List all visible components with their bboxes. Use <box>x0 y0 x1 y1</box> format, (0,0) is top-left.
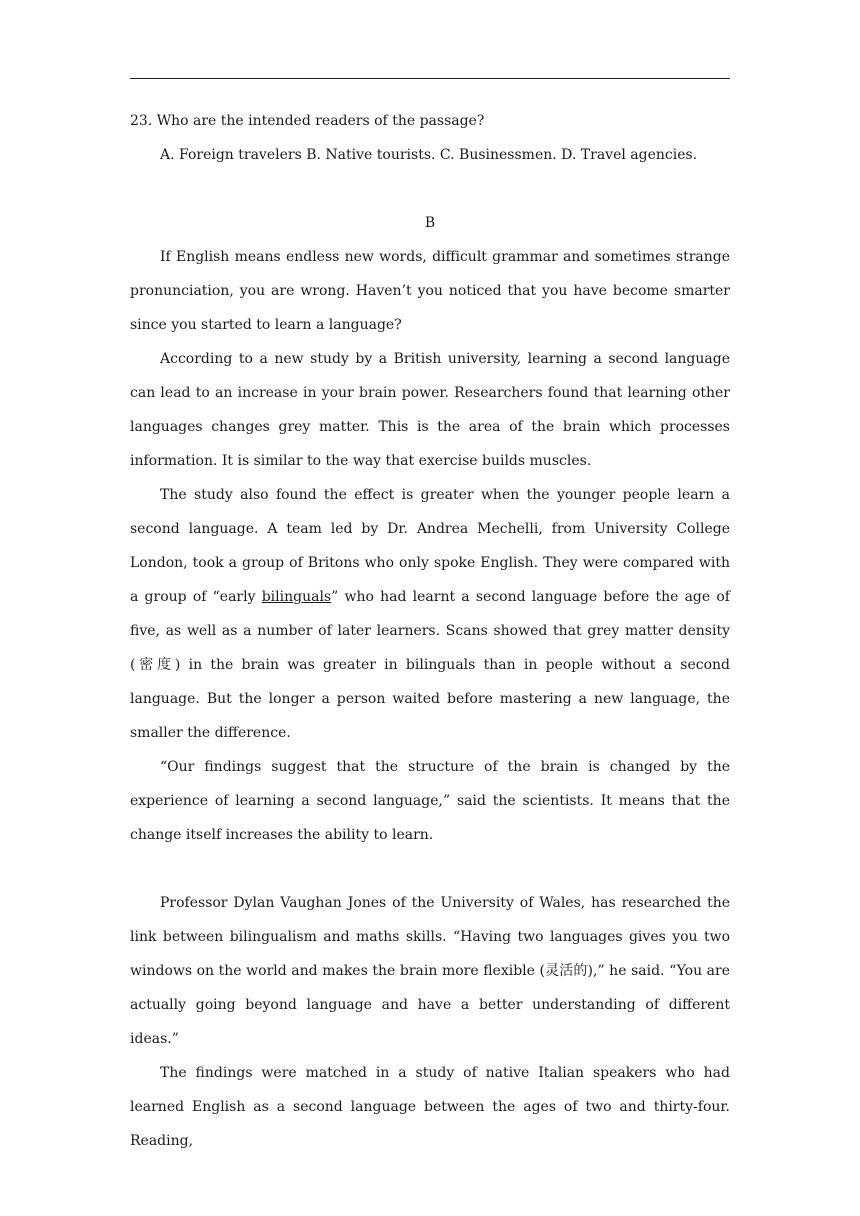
paragraph-3-text-b: ” who had learnt a second language before the age of five, as well as a number of later learners. Scans showed that grey matter density (密度) in the brain was greater in bilinguals than in people without a second language. But the longer a person waited before mastering a new language, the smaller the difference. <box>130 589 730 741</box>
question-23-options <box>130 138 730 172</box>
option-a: A. Foreign travelers <box>160 147 302 163</box>
header-rule <box>130 78 730 79</box>
option-d: D. Travel agencies. <box>561 147 698 163</box>
question-23-stem: 23. Who are the intended readers of the passage? <box>130 113 485 129</box>
paragraph-6: The findings were matched in a study of native Italian speakers who had learned English as a second language between the ages of two and thirty-four. Reading, <box>130 1065 730 1149</box>
paragraph-3 <box>130 478 730 750</box>
paragraph-1: If English means endless new words, difficult grammar and sometimes strange pronunciation, you are wrong. Haven’t you noticed that you have become smarter since you started to learn a language? <box>130 249 730 333</box>
paragraph-2: According to a new study by a British university, learning a second language can lead to an increase in your brain power. Researchers found that learning other languages changes grey matter. This is the area of the brain which processes information. It is similar to the way that exercise builds muscles. <box>130 351 730 469</box>
paragraph-3-text-a: The study also found the effect is greater when the younger people learn a second language. A team led by Dr. Andrea Mechelli, from University College London, took a group of Britons who only spoke English. They were compared with a group of “early <box>130 487 730 605</box>
option-c: C. Businessmen. <box>439 147 557 163</box>
underlined-term: bilinguals <box>261 589 332 605</box>
option-b: B. Native tourists. <box>306 147 436 163</box>
document-body <box>130 104 730 1158</box>
paragraph-4: “Our findings suggest that the structure of the brain is changed by the experience of learning a second language,” said the scientists. It means that the change itself increases the ability to learn. <box>130 759 730 843</box>
paragraph-5: Professor Dylan Vaughan Jones of the University of Wales, has researched the link between bilingualism and maths skills. “Having two languages gives you two windows on the world and makes the brain more flexible (灵活的),” he said. “You are actually going beyond language and have a better understanding of different ideas.” <box>130 895 730 1047</box>
section-heading: B <box>424 215 436 231</box>
